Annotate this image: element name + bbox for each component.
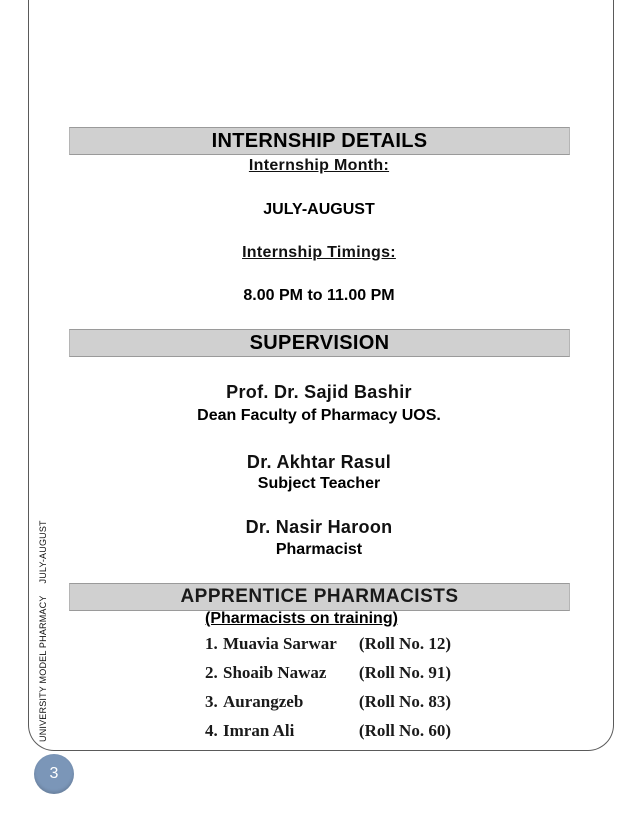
- list-item-roll: (Roll No. 83): [358, 692, 451, 711]
- list-item: [205, 692, 465, 721]
- apprentice-subheading: (Pharmacists on training): [205, 610, 398, 627]
- internship-timings-value: 8.00 PM to 11.00 PM: [243, 287, 395, 304]
- list-item-number: 3.: [205, 692, 218, 711]
- supervision-heading: SUPERVISION: [69, 329, 570, 357]
- list-item: [205, 634, 465, 663]
- side-label-title: UNIVERSITY MODEL PHARMACY: [38, 595, 48, 742]
- supervisor-role: Pharmacist: [275, 541, 363, 558]
- apprentice-list: [205, 634, 465, 750]
- supervisor-name: Dr. Nasir Haroon: [245, 517, 393, 537]
- list-item-name: Imran Ali: [223, 721, 295, 740]
- internship-month-label: Internship Month:: [248, 157, 390, 174]
- list-item-roll: (Roll No. 12): [358, 634, 451, 653]
- internship-month-value: JULY-AUGUST: [263, 201, 375, 218]
- supervisor-name: Prof. Dr. Sajid Bashir: [226, 382, 412, 402]
- list-item-roll: (Roll No. 91): [358, 663, 451, 682]
- supervisor-role: Dean Faculty of Pharmacy UOS.: [197, 407, 441, 424]
- internship-details-heading: INTERNSHIP DETAILS: [69, 127, 570, 155]
- list-item: [205, 663, 465, 692]
- list-item-number: 1.: [205, 634, 218, 653]
- internship-timings-label: Internship Timings:: [242, 244, 396, 261]
- list-item-name: Shoaib Nawaz: [223, 663, 327, 682]
- page-number-badge: 3: [34, 754, 74, 794]
- list-item-name: Muavia Sarwar: [223, 634, 337, 653]
- supervisor-role: Subject Teacher: [257, 475, 381, 492]
- list-item-number: 4.: [205, 721, 218, 740]
- side-label-period: JULY-AUGUST: [38, 520, 48, 584]
- list-item-roll: (Roll No. 60): [358, 721, 451, 740]
- list-item-number: 2.: [205, 663, 218, 682]
- supervisor-name: Dr. Akhtar Rasul: [246, 452, 392, 472]
- list-item-name: Aurangzeb: [223, 692, 304, 711]
- apprentice-pharmacists-heading: APPRENTICE PHARMACISTS: [69, 583, 570, 611]
- list-item: [205, 721, 465, 750]
